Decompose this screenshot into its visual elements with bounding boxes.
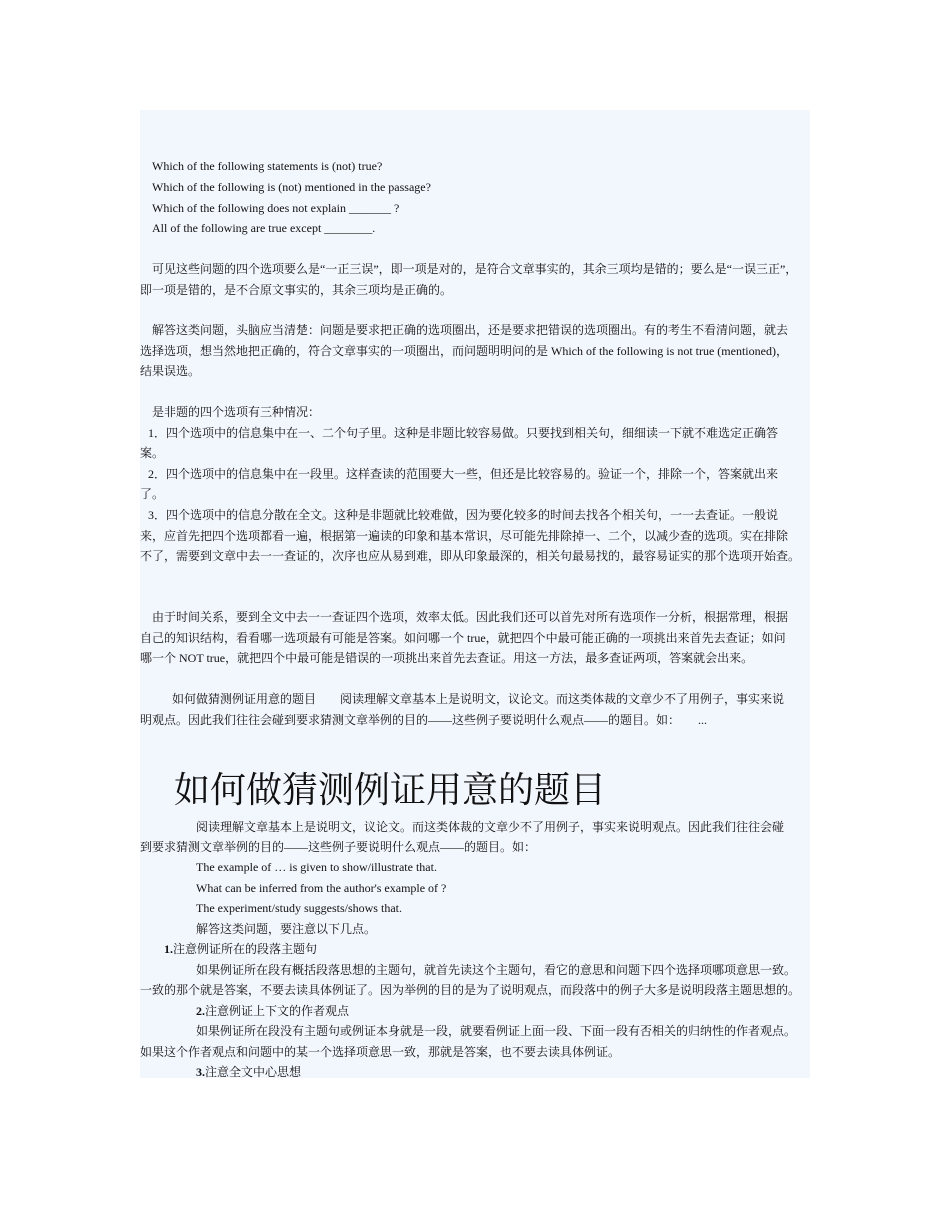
point-heading-3 (196, 1062, 301, 1082)
point-body-line: 一致的那个就是答案，不要去读具体例证了。因为举例的目的是为了说明观点，而段落中的例子大多是说明段落主题思想的。 (140, 983, 801, 997)
cases-intro: 是非题的四个选项有三种情况： (152, 405, 321, 419)
point-title: 注意全文中心思想 (205, 1065, 302, 1079)
question-line-2: Which of the following is (not) mentioned in the passage? (152, 180, 431, 194)
question-line-1: Which of the following statements is (not) true? (152, 159, 383, 173)
section-intro-line: 阅读理解文章基本上是说明文，议论文。而这类体裁的文章少不了用例子，事实来说明观点。因此我们往往会碰 (196, 820, 785, 834)
case-line: 1．四个选项中的信息集中在一、二个句子里。这种是非题比较容易做。只要找到相关句，细细读一下就不难选定正确答 (148, 426, 779, 440)
section-title: 如何做猜测例证用意的题目 (174, 770, 607, 810)
paragraph-line: 哪一个 NOT true，就把四个中最可能是错误的一项挑出来首先去查证。用这一方法，最多查证两项，答案就会出来。 (140, 651, 754, 665)
case-line: 了。 (140, 487, 165, 501)
point-number: 2. (196, 1004, 205, 1018)
paragraph-line: 即一项是错的，是不合原文事实的，其余三项均是正确的。 (140, 283, 453, 297)
point-body-line: 如果例证所在段有概括段落思想的主题句，就首先读这个主题句，看它的意思和问题下四个选择项哪项意思一致。 (196, 963, 797, 977)
example-line: The example of … is given to show/illustrate that. (196, 860, 437, 874)
paragraph-line: 可见这些问题的四个选项要么是“一正三误”，即一项是对的，是符合文章事实的，其余三项均是错的；要么是“一误三正”， (152, 262, 798, 276)
example-line: What can be inferred from the author's example of ? (196, 881, 447, 895)
paragraph-line: 选择选项，想当然地把正确的，符合文章事实的一项圈出，而问题明明问的是 Which of the following is not true (mentioned)， (140, 344, 788, 358)
point-body-line: 如果例证所在段没有主题句或例证本身就是一段，就要看例证上面一段、下面一段有否相关的归纳性的作者观点。 (196, 1024, 797, 1038)
snippet-line: 明观点。因此我们往往会碰到要求猜测文章举例的目的——这些例子要说明什么观点——的题目。如： ... (140, 713, 708, 727)
case-line: 不了，需要到文章中去一一查证的，次序也应从易到难，即从印象最深的，相关句最易找的，最容易证实的那个选项开始查。 (140, 549, 801, 563)
paragraph-line: 自己的知识结构，看看哪一选项最有可能是答案。如问哪一个 true，就把四个中最可能正确的一项挑出来首先去查证；如问 (140, 631, 786, 645)
case-line: 来，应首先把四个选项都看一遍，根据第一遍读的印象和基本常识，尽可能先排除掉一、二个，以减少查的选项。实在排除 (140, 529, 789, 543)
point-heading-2 (196, 1001, 349, 1021)
snippet-line: 如何做猜测例证用意的题目 阅读理解文章基本上是说明文，议论文。而这类体裁的文章少不了用例子，事实来说 (172, 692, 785, 706)
example-line: The experiment/study suggests/shows that. (196, 901, 402, 915)
paragraph-line: 结果误选。 (140, 364, 201, 378)
section-intro-line: 到要求猜测文章举例的目的——这些例子要说明什么观点——的题目。如： (140, 840, 537, 854)
point-number: 1. (164, 942, 173, 956)
case-line: 2．四个选项中的信息集中在一段里。这样查读的范围要大一些，但还是比较容易的。验证一个，排除一个，答案就出来 (148, 467, 779, 481)
case-line: 3．四个选项中的信息分散在全文。这种是非题就比较难做，因为要化较多的时间去找各个相关句，一一去查证。一般说 (148, 508, 779, 522)
point-number: 3. (196, 1065, 205, 1079)
point-heading-1 (164, 939, 317, 959)
paragraph-line: 由于时间关系，要到全文中去一一查证四个选项，效率太低。因此我们还可以首先对所有选项作一分析，根据常理，根据 (152, 610, 789, 624)
point-body-line: 如果这个作者观点和问题中的某一个选择项意思一致，那就是答案，也不要去读具体例证。 (140, 1045, 621, 1059)
question-line-4: All of the following are true except ________. (152, 221, 376, 235)
question-line-3: Which of the following does not explain _______ ? (152, 201, 400, 215)
example-line: 解答这类问题，要注意以下几点。 (196, 922, 377, 936)
point-title: 注意例证上下文的作者观点 (205, 1004, 350, 1018)
paragraph-line: 解答这类问题，头脑应当清楚：问题是要求把正确的选项圈出，还是要求把错误的选项圈出。有的考生不看清问题，就去 (152, 323, 789, 337)
point-title: 注意例证所在的段落主题句 (173, 942, 318, 956)
case-line: 案。 (140, 446, 165, 460)
